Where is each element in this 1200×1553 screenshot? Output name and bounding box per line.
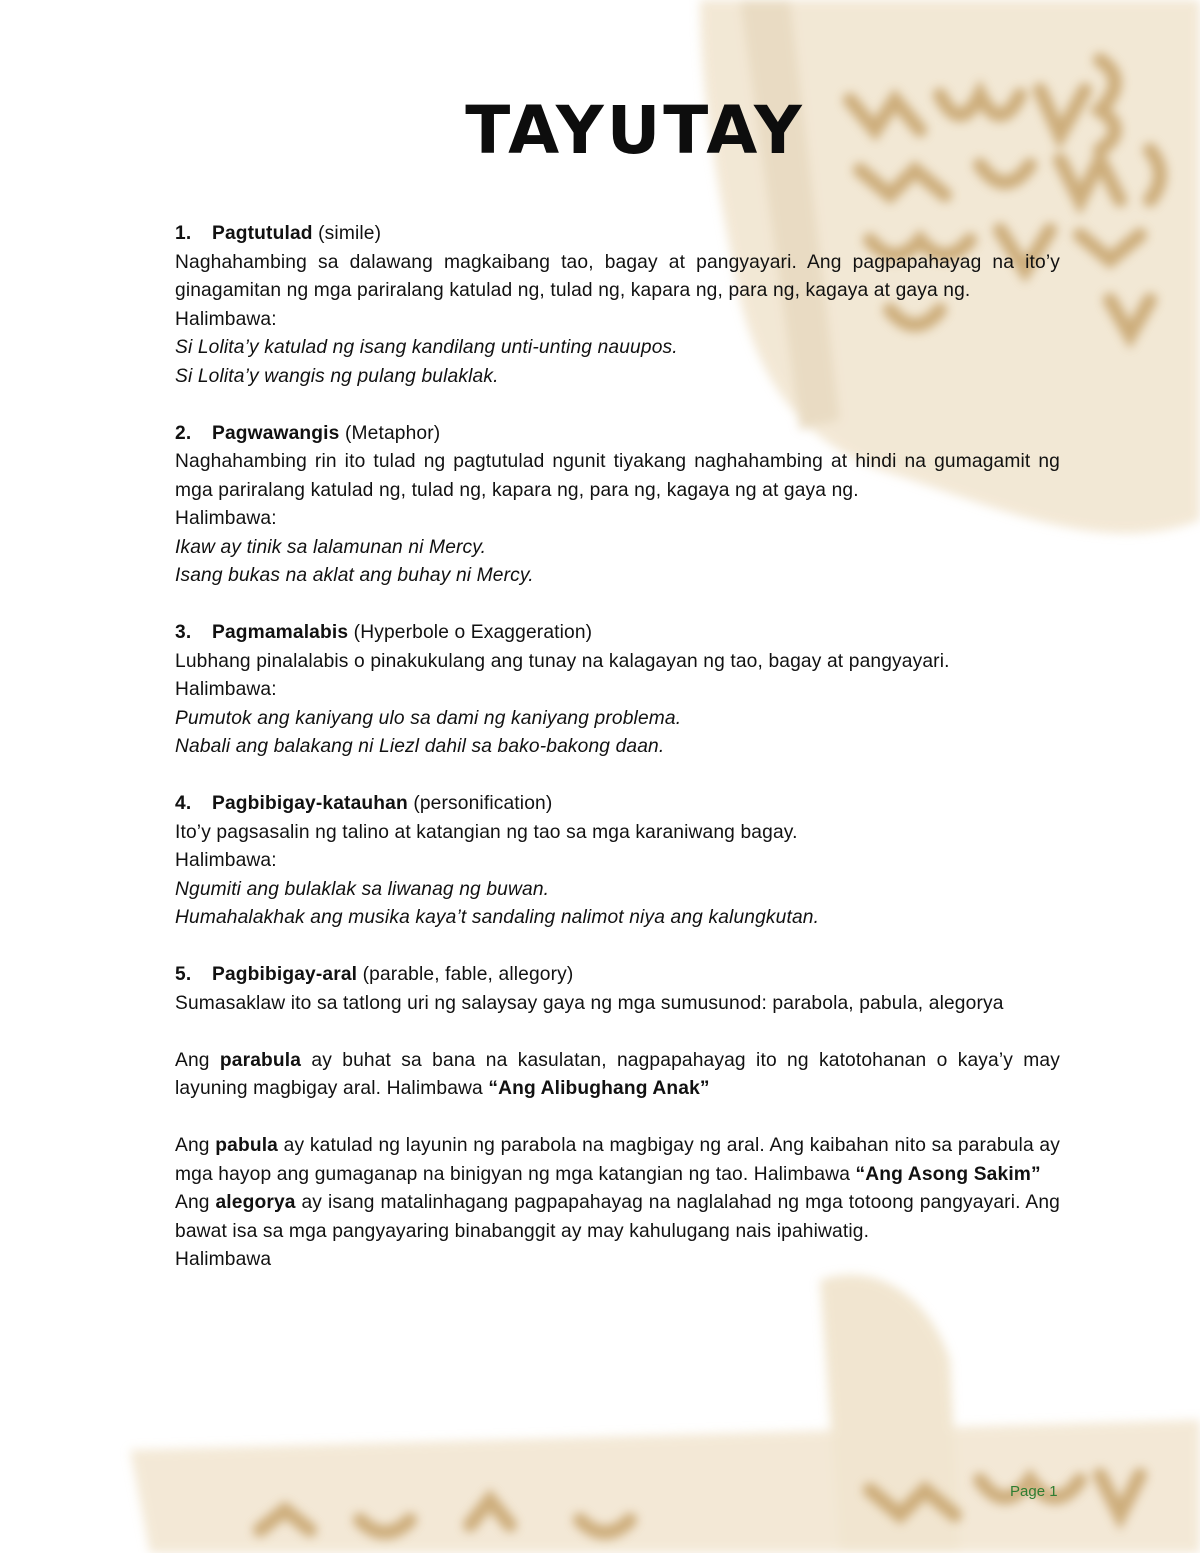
pabula-term: pabula [215,1135,279,1156]
example-line: Pumutok ang kaniyang ulo sa dami ng kaniyang problema. [175,707,682,729]
example-line: Nabali ang balakang ni Liezl dahil sa bako-bakong daan. [175,736,665,757]
text-run: Ang [175,1049,220,1071]
example-label: Halimbawa: [175,308,277,330]
item-definition: Naghahambing sa dalawang magkaibang tao, bagay at pangyayari. Ang pagpapahayag na ito’y ginagamitan ng mga pariralang katulad ng, tulad ng, kapara ng, para ng, kagaya at gaya ng. [175,251,1060,301]
example-label: Halimbawa: [175,679,277,700]
item-definition: Naghahambing rin ito tulad ng pagtutulad ngunit tiyakang naghahambing at hindi na gumagamit ng mga pariralang katulad ng, tulad ng, kapara ng, para ng, kagaya ng at gaya ng. [175,451,1060,501]
item-heading [175,961,1060,990]
item-definition: Sumasaklaw ito sa tatlong uri ng salaysay gaya ng mga sumusunod: parabola, pabula, alegorya [175,992,1004,1014]
list-item-pagbibigay-katauhan [175,790,1060,933]
example-line: Ikaw ay tinik sa lalamunan ni Mercy. [175,536,487,558]
example-label: Halimbawa [175,1249,272,1270]
example-label: Halimbawa: [175,850,277,871]
item-gloss: (Hyperbole o Exaggeration) [348,622,593,643]
list-item-pagwawangis [175,420,1060,591]
item-term: Pagtutulad [212,223,313,244]
list-item-pagbibigay-aral [175,961,1060,1275]
item-number: 1. [175,223,192,244]
item-definition: Lubhang pinalalabis o pinakukulang ang tunay na kalagayan ng tao, bagay at pangyayari. [175,650,950,672]
text-run: ay buhat sa bana na kasulatan, nagpapahayag ito ng katotohanan o kaya’y may layuning magbigay aral. Halimbawa [175,1049,1060,1099]
example-line: Si Lolita’y wangis ng pulang bulaklak. [175,365,499,387]
item-heading [175,619,1060,648]
parabula-example: “Ang Alibughang Anak” [488,1078,710,1099]
example-label: Halimbawa: [175,508,277,529]
item-definition: Ito’y pagsasalin ng talino at katangian ng tao sa mga karaniwang bagay. [175,821,798,843]
example-line: Ngumiti ang bulaklak sa liwanag ng buwan. [175,878,550,900]
text-run: ay katulad ng layunin ng parabola na magbigay ng aral. Ang kaibahan nito sa parabula ay mga hayop ang gumaganap na binigyan ng mga katangian ng tao. Halimbawa [175,1135,1060,1185]
item-term: Pagbibigay-katauhan [212,793,408,814]
item-gloss: (parable, fable, allegory) [357,964,574,985]
item-number: 3. [175,622,192,643]
alegorya-term: alegorya [215,1192,296,1213]
item-term: Pagmamalabis [212,622,349,643]
item-number: 2. [175,422,192,444]
item-gloss: (simile) [312,223,382,244]
text-run: Ang [175,1135,216,1156]
text-run: Ang [175,1192,216,1213]
page-title: TAYUTAY [465,92,805,169]
item-heading [175,420,1060,449]
item-number: 5. [175,964,192,985]
item-heading [175,790,1060,819]
parabula-term: parabula [219,1049,302,1071]
text-run: ay isang matalinhagang pagpapahayag na naglalahad ng mga totoong pangyayari. Ang bawat isa sa mga pangyayaring binabanggit ay may kahulugang nais ipahiwatig. [175,1192,1061,1242]
pabula-example: “Ang Asong Sakim” [855,1163,1041,1185]
page-number: Page 1 [1010,1483,1058,1500]
example-line: Si Lolita’y katulad ng isang kandilang unti-unting nauupos. [175,337,678,358]
example-line: Humahalakhak ang musika kaya’t sandaling nalimot niya ang kalungkutan. [175,907,820,928]
list-item-pagtutulad [175,220,1060,391]
item-term: Pagbibigay-aral [212,964,358,985]
item-term: Pagwawangis [212,422,340,444]
parabula-paragraph [175,1047,1060,1104]
list-item-pagmamalabis [175,619,1060,762]
alegorya-paragraph [175,1189,1060,1246]
item-gloss: (Metaphor) [339,422,441,444]
item-gloss: (personification) [407,793,553,814]
example-line: Isang bukas na aklat ang buhay ni Mercy. [175,565,534,586]
document-body [175,220,1060,1303]
pabula-paragraph [175,1132,1060,1189]
item-heading [175,220,1060,249]
item-number: 4. [175,793,192,814]
